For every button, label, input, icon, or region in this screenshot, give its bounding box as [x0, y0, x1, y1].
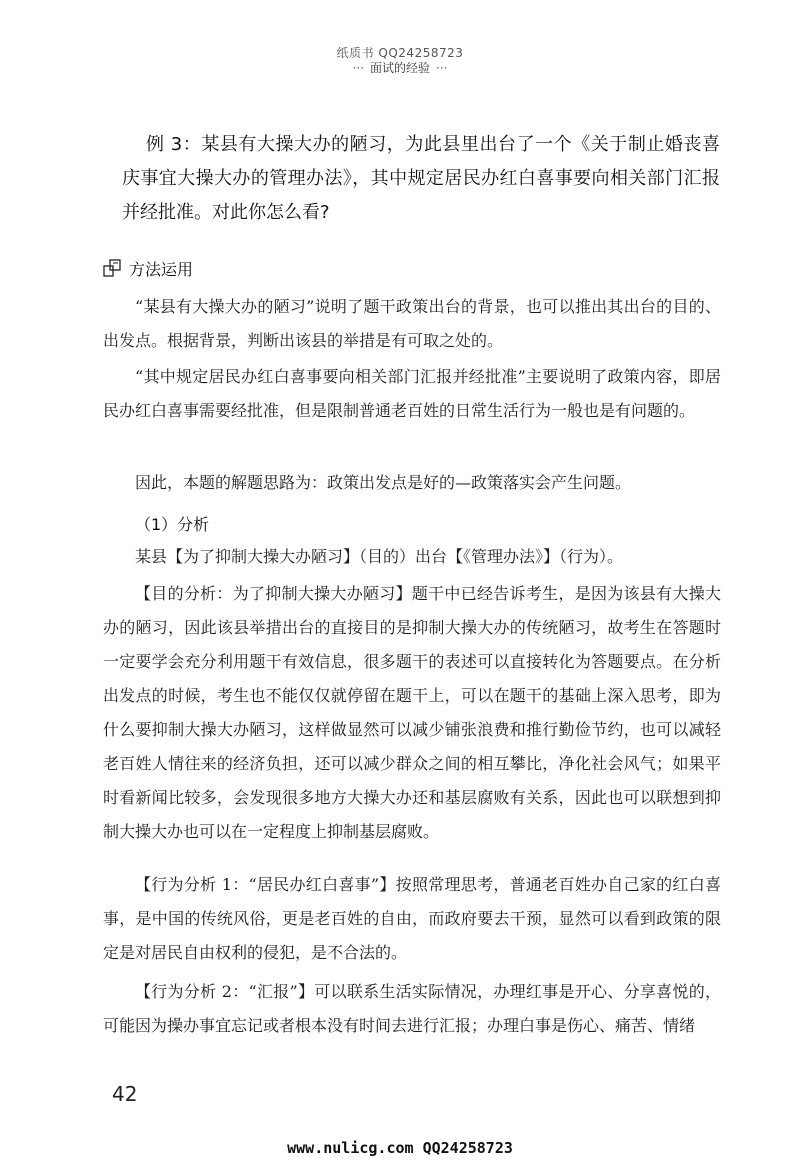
header-dots-right: ··· [436, 61, 448, 75]
method-square-icon [103, 259, 121, 277]
paragraph-behavior-analysis-1: 【行为分析 1：“居民办红白喜事”】按照常理思考，普通老百姓办自己家的红白喜事，是中国的传统风俗，更是老百姓的自由，而政府要去干预，显然可以看到政策的限定是对居民自由权利的侵犯，是不合法的。 [103, 875, 721, 962]
page-number: 42 [112, 1082, 138, 1106]
header-dots-left: ··· [352, 61, 364, 75]
section-title: 方法运用 [129, 259, 194, 279]
paragraph-policy-content: “其中规定居民办红白喜事要向相关部门汇报并经批准”主要说明了政策内容，即居民办红白喜事需要经批准，但是限制普通老百姓的日常生活行为一般也是有问题的。 [103, 367, 721, 420]
paragraph-approach: 因此，本题的解题思路为：政策出发点是好的—政策落实会产生问题。 [135, 473, 632, 492]
paragraph-behavior-analysis-2: 【行为分析 2：“汇报”】可以联系生活实际情况，办理红事是开心、分享喜悦的，可能因为操办事宜忘记或者根本没有时间去进行汇报；办理白事是伤心、痛苦、情绪 [103, 982, 721, 1035]
header-watermark: 纸质书 QQ24258723 [336, 46, 464, 60]
section-heading [103, 256, 193, 280]
paragraph-background: “某县有大操大办的陋习”说明了题干政策出台的背景，也可以推出其出台的目的、出发点。根据背景，判断出该县的举措是有可取之处的。 [103, 297, 721, 350]
sub-heading-analysis: （1）分析 [135, 515, 210, 534]
paragraph-purpose-analysis: 【目的分析：为了抑制大操大办陋习】题干中已经告诉考生，是因为该县有大操大办的陋习，因此该县举措出台的直接目的是抑制大操大办的传统陋习，故考生在答题时一定要学会充分利用题干有效信息，很多题干的表述可以直接转化为答题要点。在分析出发点的时候，考生也不能仅仅就停留在题干上，可以在题干的基础上深入思考，即为什么要抑制大操大办陋习，这样做显然可以减少铺张浪费和推行勤俭节约，也可以减轻老百姓人情往来的经济负担，还可以减少群众之间的相互攀比，净化社会风气；如果平时看新闻比较多，会发现很多地方大操大办还和基层腐败有关系，因此也可以联想到抑制大操大办也可以在一定程度上抑制基层腐败。 [103, 584, 721, 841]
running-title: 面试的经验 [369, 61, 430, 75]
paragraph-summary: 某县【为了抑制大操大办陋习】（目的）出台【《管理办法》】（行为）。 [135, 547, 624, 566]
running-header [0, 59, 800, 76]
footer-url: www.nulicg.com QQ24258723 [287, 1139, 513, 1157]
example-question: 例 3：某县有大操大办的陋习，为此县里出台了一个《关于制止婚丧喜庆事宜大操大办的管理办法》，其中规定居民办红白喜事要向相关部门汇报并经批准。对此你怎么看? [122, 134, 720, 223]
